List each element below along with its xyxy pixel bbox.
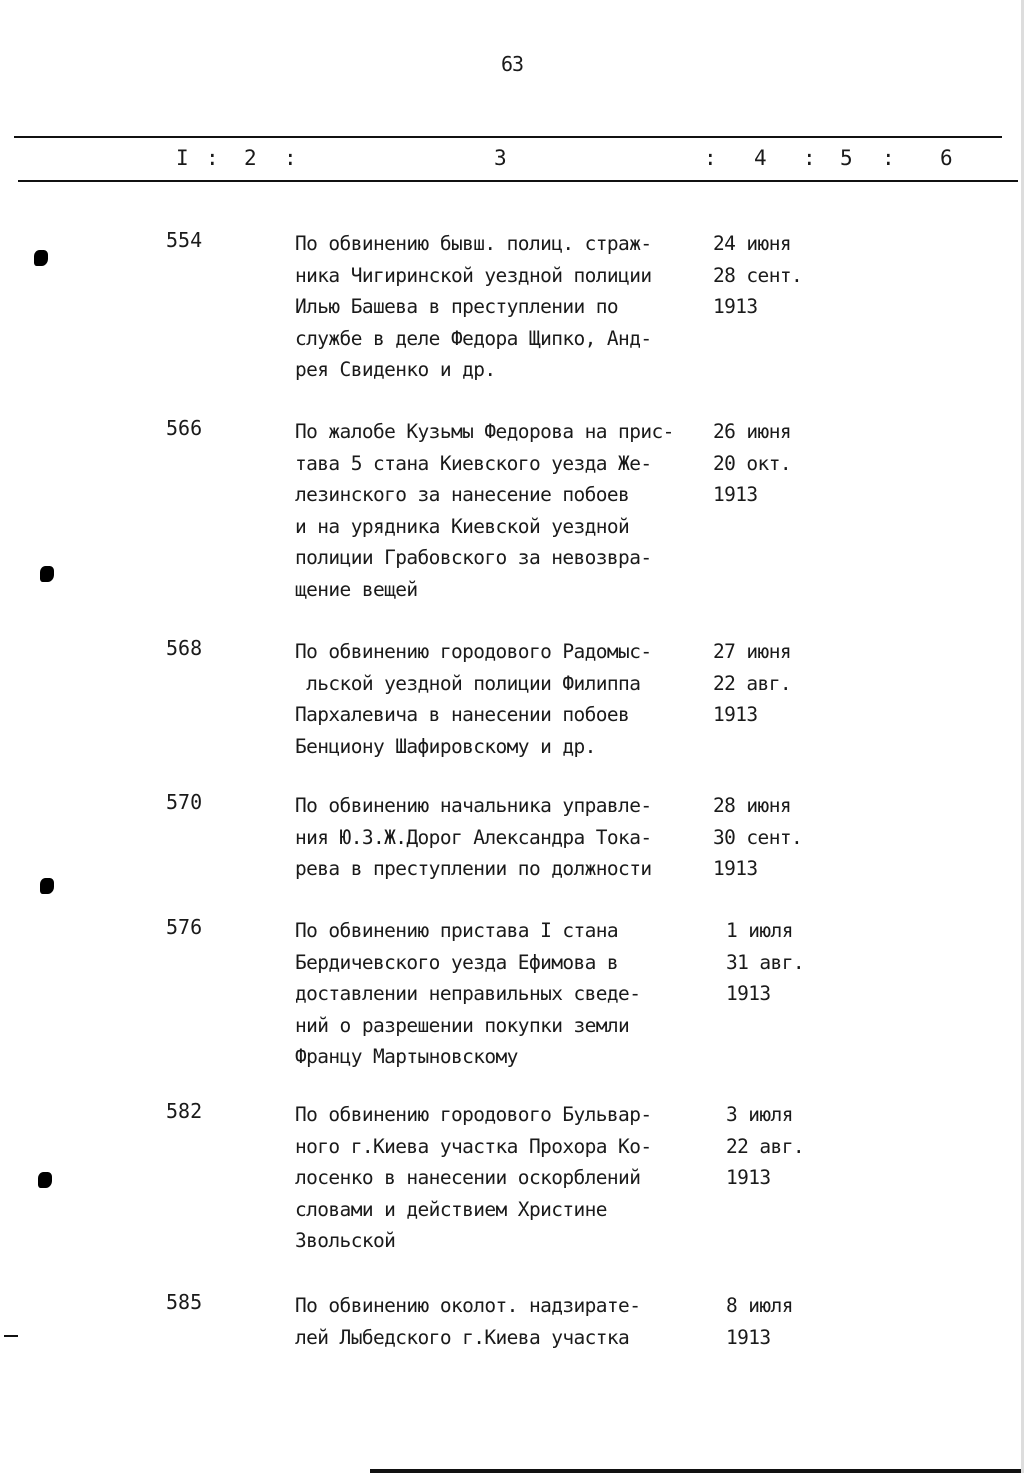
description-line: Илью Башева в преступлении по <box>295 295 619 318</box>
column-number-1: I <box>176 146 189 170</box>
start-date: 24 июня <box>713 232 791 255</box>
case-dates <box>726 1290 866 1353</box>
description-line: По обвинению околот. надзирате- <box>295 1294 641 1317</box>
column-separator: : <box>704 146 717 170</box>
description-line: ния Ю.З.Ж.Дорог Александра Тока- <box>295 825 652 849</box>
case-number: 582 <box>166 1099 203 1123</box>
description-line: По обвинению городового Бульвар- <box>295 1103 652 1126</box>
description-line: ного г.Киева участка Прохора Ко- <box>295 1134 652 1158</box>
case-dates <box>713 416 853 511</box>
column-number-2: 2 <box>244 146 257 170</box>
case-description <box>295 790 715 885</box>
year: 1913 <box>713 295 758 318</box>
description-line: лей Лыбедского г.Киева участка <box>295 1325 630 1349</box>
case-description <box>295 416 715 605</box>
column-number-3: 3 <box>494 146 507 170</box>
start-date: 1 июля <box>726 919 793 942</box>
case-dates <box>726 915 866 1010</box>
start-date: 26 июня <box>713 420 791 443</box>
description-line: ника Чигиринской уездной полиции <box>295 263 652 287</box>
column-number-5: 5 <box>840 146 853 170</box>
description-line: рева в преступлении по должности <box>295 857 652 880</box>
case-description <box>295 915 715 1073</box>
description-line: По обвинению начальника управле- <box>295 794 652 817</box>
column-separator: : <box>803 146 816 170</box>
start-date: 3 июля <box>726 1103 793 1126</box>
case-dates <box>713 636 853 731</box>
end-date: 22 авг. <box>726 1134 804 1158</box>
column-number-4: 4 <box>754 146 767 170</box>
faint-stamp-mark <box>215 1296 265 1340</box>
description-line: Францу Мартыновскому <box>295 1045 518 1068</box>
description-line: По обвинению городового Радомыс- <box>295 640 652 663</box>
end-date: 20 окт. <box>713 451 791 475</box>
punch-hole-mark <box>34 250 48 266</box>
start-date: 28 июня <box>713 794 791 817</box>
case-dates <box>726 1099 866 1194</box>
table-header-top-rule <box>14 136 1002 138</box>
year: 1913 <box>713 703 758 726</box>
description-line: лосенко в нанесении оскорблений <box>295 1166 641 1189</box>
case-description <box>295 636 715 762</box>
table-column-header <box>0 146 1024 172</box>
case-number: 585 <box>166 1290 203 1314</box>
table-header-bottom-rule <box>18 180 1018 182</box>
punch-hole-mark <box>40 878 54 894</box>
case-number: 554 <box>166 228 203 252</box>
description-line: По обвинению пристава I стана <box>295 919 619 942</box>
case-number: 576 <box>166 915 203 939</box>
description-line: службе в деле Федора Щипко, Анд- <box>295 326 652 350</box>
end-date: 30 сент. <box>713 825 803 849</box>
punch-hole-mark <box>40 566 54 582</box>
case-dates <box>713 228 853 323</box>
case-description <box>295 1290 715 1353</box>
start-date: 8 июля <box>726 1294 793 1317</box>
description-line: словами и действием Христине <box>295 1197 607 1221</box>
page-number: 63 <box>500 52 524 76</box>
description-line: Звольской <box>295 1229 396 1252</box>
description-line: Бердичевского уезда Ефимова в <box>295 950 619 974</box>
case-number: 568 <box>166 636 203 660</box>
description-line: полиции Грабовского за невозвра- <box>295 546 652 569</box>
description-line: и на урядника Киевской уездной <box>295 514 630 538</box>
end-date: 28 сент. <box>713 263 803 287</box>
description-line: лезинского за нанесение побоев <box>295 483 630 506</box>
year: 1913 <box>713 857 758 880</box>
description-line: ний о разрешении покупки земли <box>295 1013 630 1037</box>
end-date: 31 авг. <box>726 950 804 974</box>
column-number-6: 6 <box>940 146 953 170</box>
case-description <box>295 1099 715 1257</box>
margin-dash <box>4 1335 18 1337</box>
column-separator: : <box>284 146 297 170</box>
case-dates <box>713 790 853 885</box>
end-date: 22 авг. <box>713 671 791 695</box>
column-separator: : <box>882 146 895 170</box>
year: 1913 <box>713 483 758 506</box>
description-line: льской уездной полиции Филиппа <box>295 671 641 695</box>
start-date: 27 июня <box>713 640 791 663</box>
year: 1913 <box>726 1166 771 1189</box>
description-line: По жалобе Кузьмы Федорова на прис- <box>295 420 674 443</box>
case-description <box>295 228 715 386</box>
description-line: Бенциону Шафировскому и др. <box>295 734 596 758</box>
description-line: доставлении неправильных сведе- <box>295 982 641 1005</box>
page-bottom-edge <box>370 1469 1024 1473</box>
description-line: рея Свиденко и др. <box>295 358 496 381</box>
description-line: щение вещей <box>295 577 418 601</box>
case-number: 570 <box>166 790 203 814</box>
year: 1913 <box>726 1325 771 1349</box>
column-separator: : <box>206 146 219 170</box>
year: 1913 <box>726 982 771 1005</box>
description-line: По обвинению бывш. полиц. страж- <box>295 232 652 255</box>
description-line: Пархалевича в нанесении побоев <box>295 703 630 726</box>
punch-hole-mark <box>38 1172 52 1188</box>
case-number: 566 <box>166 416 203 440</box>
description-line: тава 5 стана Киевского уезда Же- <box>295 451 652 475</box>
